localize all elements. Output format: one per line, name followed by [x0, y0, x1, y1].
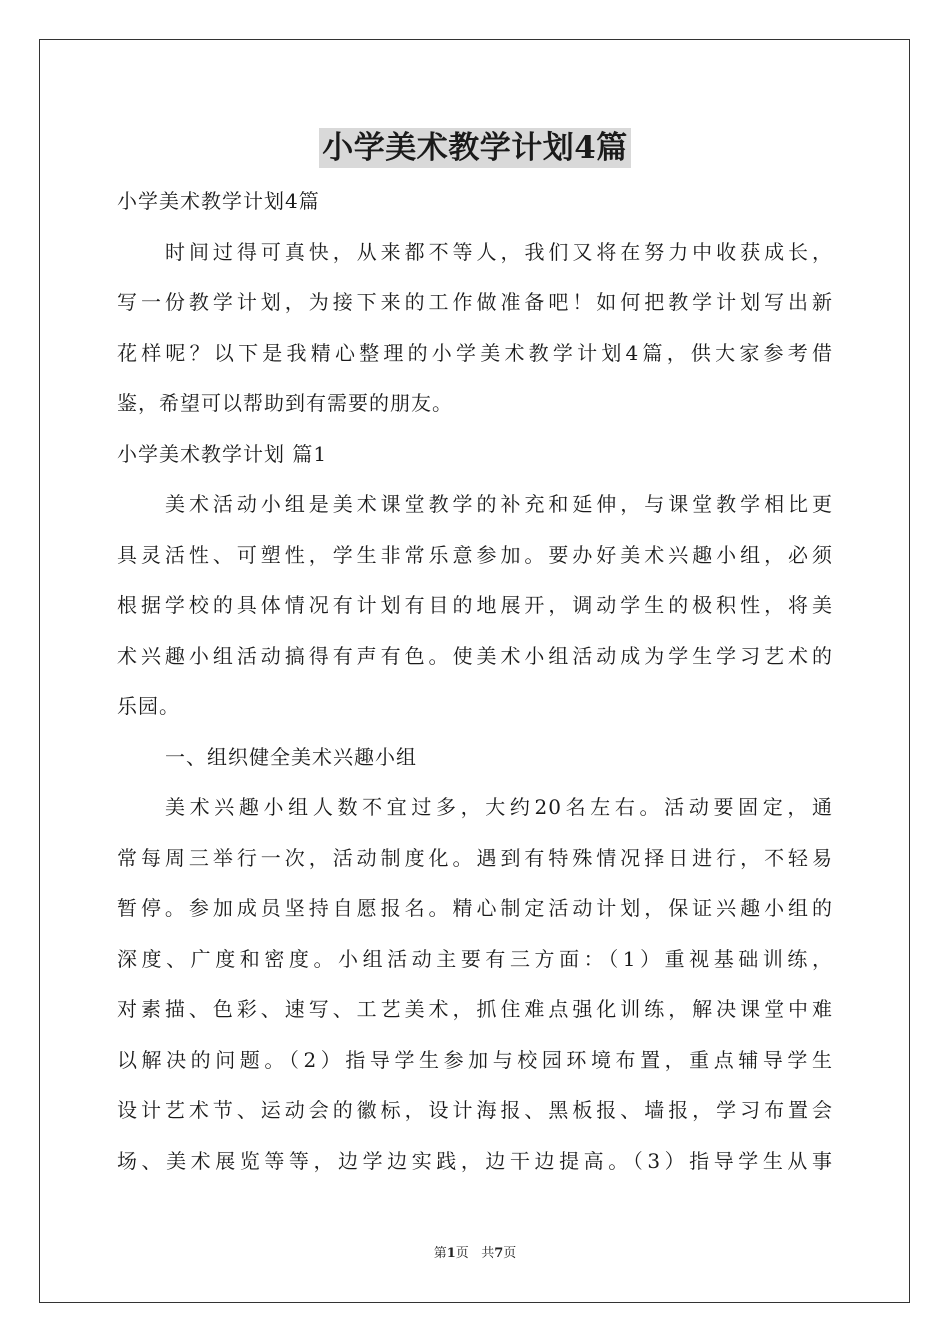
total-suffix: 页 [503, 1246, 517, 1261]
text-line: 深度、广度和密度。小组活动主要有三方面：（1）重视基础训练， [117, 946, 833, 971]
text-line: 美术活动小组是美术课堂教学的补充和延伸，与课堂教学相比更 [165, 492, 833, 516]
text-line: 小学美术教学计划4篇 [117, 189, 320, 213]
total-pages: 7 [494, 1246, 504, 1261]
text-line: 对素描、色彩、速写、工艺美术，抓住难点强化训练，解决课堂中难 [117, 997, 833, 1021]
text-line: 一、组织健全美术兴趣小组 [165, 744, 417, 769]
text-line: 术兴趣小组活动搞得有声有色。使美术小组活动成为学生学习艺术的 [117, 643, 833, 668]
text-line: 具灵活性、可塑性，学生非常乐意参加。要办好美术兴趣小组，必须 [117, 542, 833, 567]
text-line: 设计艺术节、运动会的徽标，设计海报、黑板报、墙报，学习布置会 [117, 1098, 833, 1122]
text-line: 根据学校的具体情况有计划有目的地展开，调动学生的极积性，将美 [117, 593, 833, 617]
text-line: 场、美术展览等等，边学边实践，边干边提高。（3）指导学生从事 [117, 1148, 833, 1173]
text-line: 暂停。参加成员坚持自愿报名。精心制定活动计划，保证兴趣小组的 [117, 896, 833, 920]
text-line: 小学美术教学计划 篇1 [117, 441, 328, 466]
text-line: 乐园。 [117, 694, 180, 718]
text-line: 美术兴趣小组人数不宜过多，大约20名左右。活动要固定，通 [165, 795, 833, 819]
page-footer [0, 1244, 950, 1264]
text-line: 写一份教学计划，为接下来的工作做准备吧！如何把教学计划写出新 [117, 290, 833, 314]
page-prefix: 第 [433, 1246, 447, 1261]
text-line: 时间过得可真快，从来都不等人，我们又将在努力中收获成长， [165, 239, 833, 264]
total-prefix: 共 [481, 1246, 495, 1261]
page-number: 1 [446, 1246, 456, 1261]
text-line: 常每周三举行一次，活动制度化。遇到有特殊情况择日进行，不轻易 [117, 845, 833, 870]
text-line: 以解决的问题。（2）指导学生参加与校园环境布置，重点辅导学生 [117, 1047, 833, 1072]
title-container [0, 128, 950, 168]
document-title: 小学美术教学计划4篇 [319, 128, 631, 168]
page-suffix: 页 [455, 1246, 469, 1261]
text-line: 花样呢？以下是我精心整理的小学美术教学计划4篇，供大家参考借 [117, 340, 833, 365]
document-body [117, 176, 833, 1186]
text-line: 鉴，希望可以帮助到有需要的朋友。 [117, 391, 453, 415]
